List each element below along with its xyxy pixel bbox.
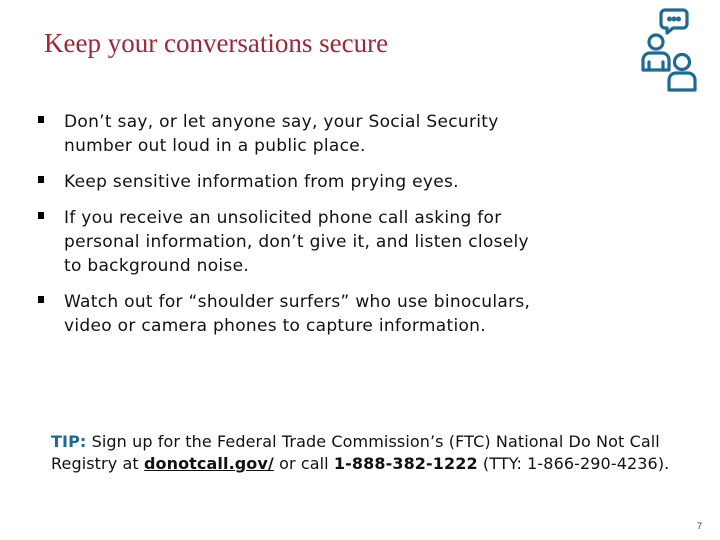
list-item (36, 290, 606, 338)
list-item (36, 110, 606, 158)
tip-text: or call (273, 454, 334, 473)
bullet-icon (38, 116, 44, 123)
tip-box (51, 431, 671, 475)
tip-text: Sign up for the Federal Trade Commission’s (FTC) National Do Not Call Registry at (51, 432, 660, 473)
list-item (36, 170, 606, 194)
tip-label: TIP: (51, 432, 87, 451)
conversation-people-icon (638, 6, 700, 92)
list-item (36, 206, 606, 278)
donotcall-link[interactable]: donotcall.gov/ (143, 454, 274, 473)
bullet-list (36, 110, 606, 350)
bullet-text: Keep sensitive information from prying eyes. (64, 172, 459, 192)
bullet-icon (38, 176, 44, 183)
bullet-icon (38, 212, 44, 219)
bullet-text: Don’t say, or let anyone say, your Social Security number out loud in a public place. (64, 112, 499, 156)
tip-text: (TTY: 1-866-290-4236). (477, 454, 670, 473)
bullet-text: If you receive an unsolicited phone call asking for personal information, don’t give it, and listen closely to background noise. (64, 208, 529, 276)
slide-title: Keep your conversations secure (44, 28, 389, 58)
bullet-text: Watch out for “shoulder surfers” who use binoculars, video or camera phones to capture information. (64, 292, 531, 336)
bullet-icon (38, 296, 44, 303)
tip-phone-number: 1-888-382-1222 (333, 454, 478, 473)
page-number: 7 (697, 521, 703, 531)
